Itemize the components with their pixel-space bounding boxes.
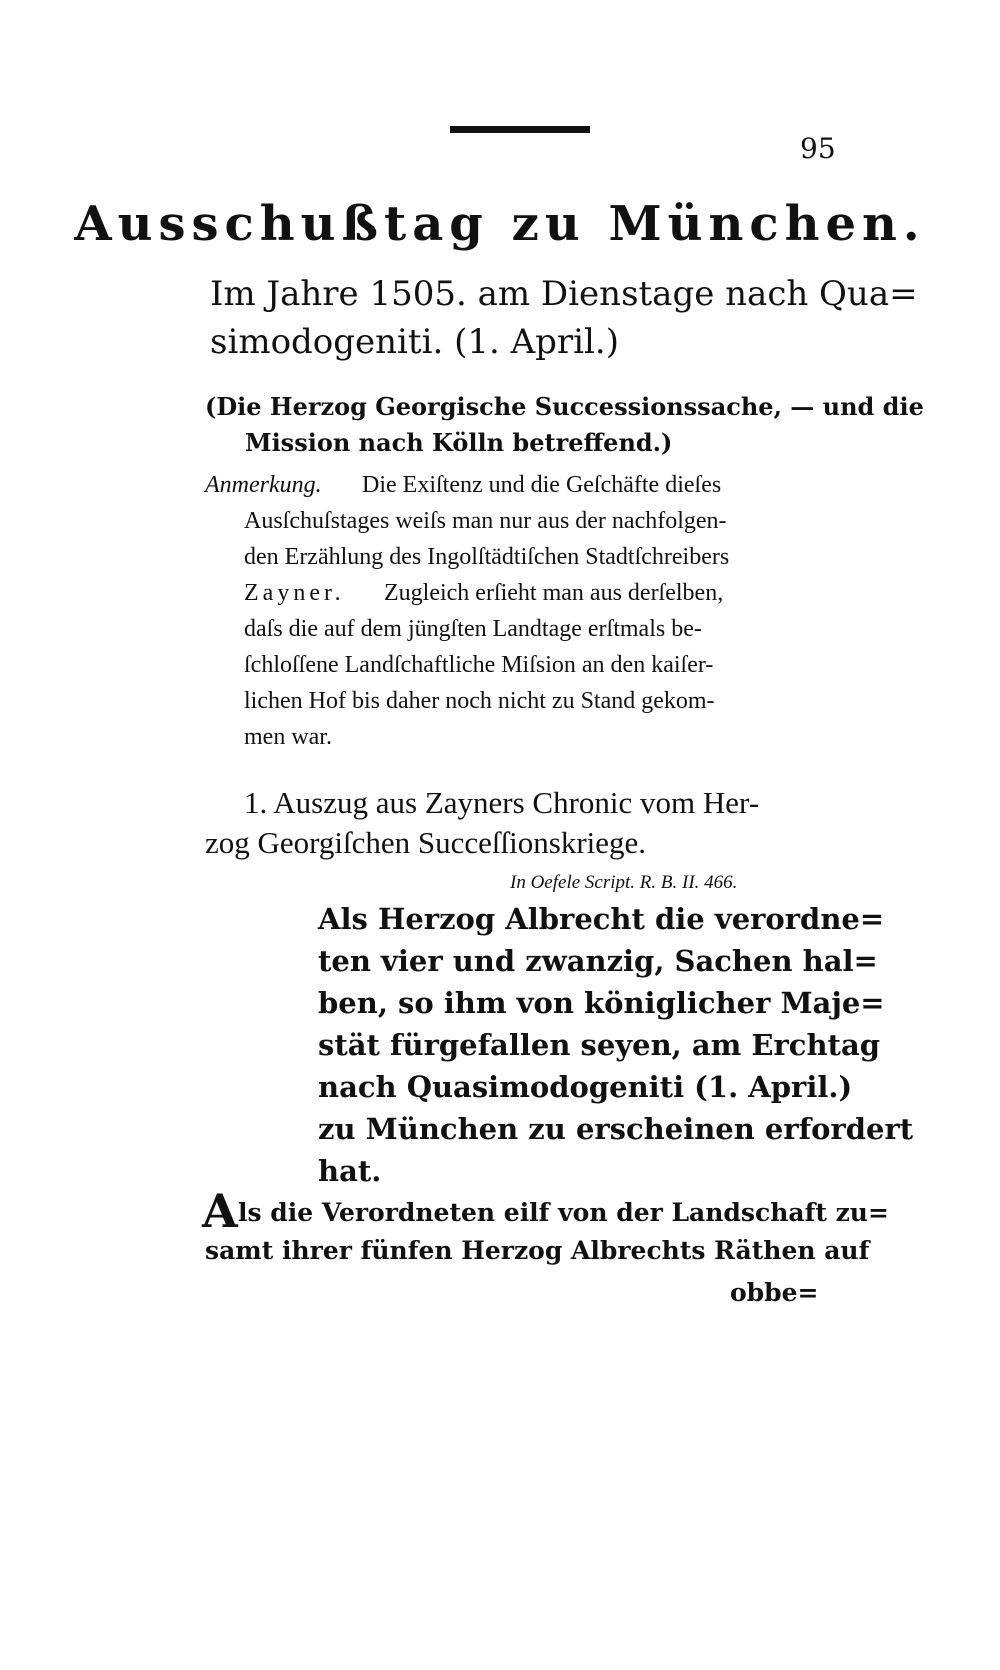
paren-line: Mission nach Kölln betreffend.): [245, 428, 673, 457]
note-label: Anmerkung.: [205, 472, 322, 498]
section-heading-line: 1. Auszug aus Zayners Chronic vom Her-: [244, 785, 760, 820]
section-heading-line: zog Georgiſchen Succeſſionskriege.: [205, 825, 647, 860]
note-line: Zayner.: [244, 580, 345, 606]
note-line: ſchloſſene Landſchaftliche Miſsion an den kaiſer-: [244, 652, 714, 678]
fraktur-line: Als Herzog Albrecht die verordne=: [318, 902, 885, 936]
note-line: Zugleich erſieht man aus derſelben,: [384, 580, 724, 606]
fraktur-line: hat.: [318, 1154, 382, 1188]
fraktur-line: zu München zu erscheinen erfordert: [318, 1112, 914, 1146]
note-line: Die Exiſtenz und die Geſchäfte dieſes: [362, 472, 722, 498]
note-line: den Erzählung des Ingolſtädtiſchen Stadtſchreibers: [244, 544, 730, 570]
body-line: ls die Verordneten eilf von der Landschaft zu=: [238, 1198, 889, 1227]
fraktur-line: ten vier und zwanzig, Sachen hal=: [318, 944, 878, 978]
note-line: daſs die auf dem jüngſten Landtage erſtmals be-: [244, 616, 702, 642]
paren-line: (Die Herzog Georgische Successionssache, — und die: [205, 392, 924, 421]
page-number: 95: [800, 132, 836, 165]
header-rule: [450, 126, 590, 133]
body-line: samt ihrer fünfen Herzog Albrechts Räthen auf: [205, 1236, 870, 1265]
note-line: men war.: [244, 724, 332, 750]
fraktur-line: stät fürgefallen seyen, am Erchtag: [318, 1028, 881, 1062]
subtitle-line: Im Jahre 1505. am Dienstage nach Qua=: [210, 274, 918, 314]
source-citation: In Oefele Script. R. B. II. 466.: [510, 872, 738, 893]
note-line: lichen Hof bis daher noch nicht zu Stand gekom-: [244, 688, 715, 714]
drop-initial: A: [202, 1184, 238, 1238]
fraktur-line: ben, so ihm von königlicher Maje=: [318, 986, 885, 1020]
fraktur-line: nach Quasimodogeniti (1. April.): [318, 1070, 853, 1104]
page-title: Ausschußtag zu München.: [74, 196, 926, 252]
note-line: Ausſchuſstages weiſs man nur aus der nachfolgen-: [244, 508, 727, 534]
subtitle-line: simodogeniti. (1. April.): [210, 322, 619, 362]
catchword: obbe=: [730, 1278, 819, 1307]
